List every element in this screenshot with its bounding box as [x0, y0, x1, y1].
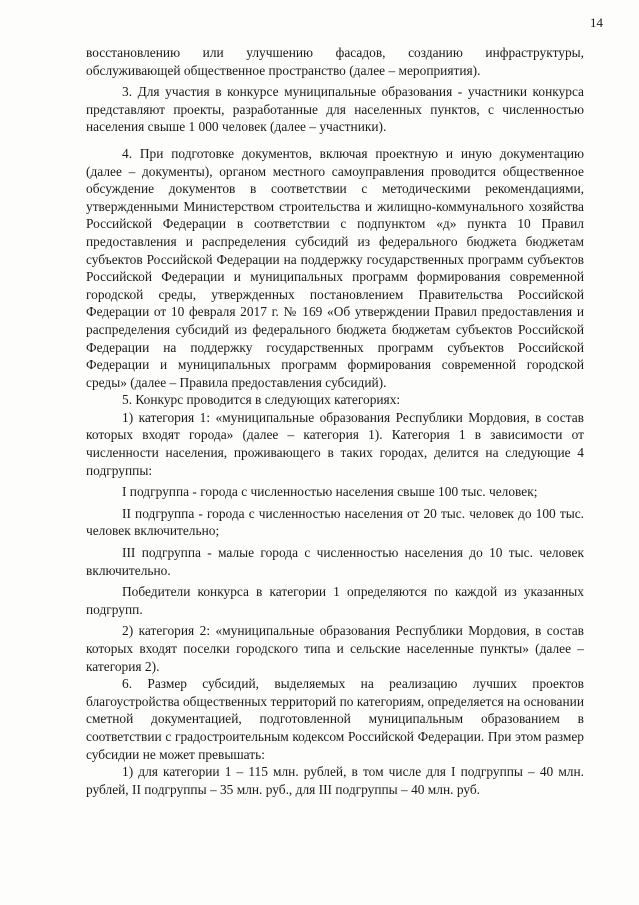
paragraph-measures: восстановлению или улучшению фасадов, созданию инфраструктуры, обслуживающей общественное пространство (далее – мероприятия).	[86, 45, 584, 78]
document-body	[86, 44, 584, 798]
paragraph-6: 6. Размер субсидий, выделяемых на реализацию лучших проектов благоустройства общественных территорий по категориям, определяется на основании сметной документацией, подготовленной муниципальным образованием в соответствии с градостроительным кодексом Российской Федерации. При этом размер субсидии не может превышать:	[86, 676, 584, 762]
paragraph-category-1: 1) категория 1: «муниципальные образования Республики Мордовия, в состав которых входят города» (далее – категория 1). Категория 1 в зависимости от численности населения, проживающего в таких городах, делится на следующие 4 подгруппы:	[86, 409, 584, 478]
paragraph-winners: Победители конкурса в категории 1 определяются по каждой из указанных подгрупп.	[86, 584, 584, 617]
paragraph-5: 5. Конкурс проводится в следующих категориях:	[122, 392, 401, 408]
paragraph-4: 4. При подготовке документов, включая проектную и иную документацию (далее – документы), органом местного самоуправления проводится общественное обсуждение документов в соответствии с методическими рекомендациями, утвержденными Министерством строительства и жилищно-коммунального хозяйства Российской Федерации в соответствии с подпунктом «д» пункта 10 Правил предоставления и распределения субсидий из федерального бюджета бюджетам субъектов Российской Федерации на поддержку государственных программ субъектов Российской Федерации и муниципальных программ формирования современной городской среды, утвержденных постановлением Правительства Российской Федерации от 10 февраля 2017 г. № 169 «Об утверждении Правил предоставления и распределения субсидий из федерального бюджета бюджетам субъектов Российской Федерации на поддержку государственных программ субъектов Российской Федерации и муниципальных программ формирования современной городской среды» (далее – Правила предоставления субсидий).	[86, 145, 584, 390]
paragraph-subgroup-1: I подгруппа - города с численностью населения свыше 100 тыс. человек;	[122, 484, 538, 500]
paragraph-subgroup-3: III подгруппа - малые города с численностью населения до 10 тыс. человек включительно.	[86, 545, 584, 578]
paragraph-3: 3. Для участия в конкурсе муниципальные образования - участники конкурса представляют проекты, разработанные для населенных пунктов, с численностью населения свыше 1 000 человек (далее – участники).	[86, 84, 584, 135]
paragraph-category-2: 2) категория 2: «муниципальные образования Республики Мордовия, в состав которых входят поселки городского типа и сельские населенные пункты» (далее – категория 2).	[86, 623, 584, 674]
paragraph-subgroup-2: II подгруппа - города с численностью населения от 20 тыс. человек до 100 тыс. человек включительно;	[86, 505, 584, 539]
page-number: 14	[590, 15, 603, 30]
paragraph-subsidy-category-1: 1) для категории 1 – 115 млн. рублей, в том числе для I подгруппы – 40 млн. рублей, II подгруппы – 35 млн. руб., для III подгруппы – 40 млн. руб.	[86, 764, 584, 797]
